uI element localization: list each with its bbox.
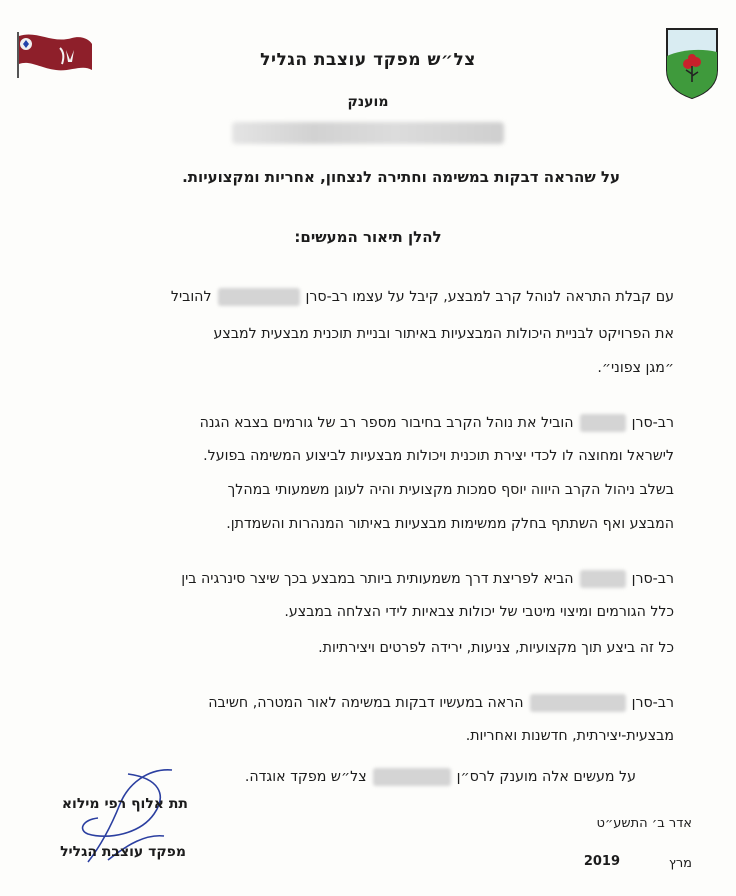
paragraph-4-line-1: רב-סרןהראה במעשיו דבקות במשימה לאור המטרה, חשיבה xyxy=(208,695,674,711)
signatory-position: מפקד עוצבת הגליל xyxy=(60,844,186,860)
paragraph-2-line-2: לישראל ומחוצה לו לכדי יצירת תוכנית ויכולות מבצעיות לביצוע המשימה בפועל. xyxy=(203,448,674,464)
description-heading: להלן תיאור המעשים: xyxy=(294,228,442,246)
certificate-title: צל״ש מפקד עוצבת הגליל xyxy=(260,50,476,70)
redacted-name xyxy=(580,570,626,588)
date-month: מרץ xyxy=(668,856,692,871)
closing-statement: על מעשים אלה מוענק לרס״ןצל״ש מפקד אוגדה. xyxy=(244,769,636,785)
redacted-name xyxy=(530,694,626,712)
paragraph-3-line-1: רב-סרןהביא לפריצת דרך משמעותית ביותר במבצע בכך שיצר סינרגיה בין xyxy=(181,571,674,587)
paragraph-4-line-2: מבצעית-יצירתית, חדשנות ואחריות. xyxy=(465,728,674,744)
redacted-name xyxy=(580,414,626,432)
redacted-recipient xyxy=(232,122,504,144)
hebrew-date: אדר ב׳ התשע״ט xyxy=(596,816,692,831)
paragraph-2-line-1: רב-סרןהוביל את נוהל הקרב בחיבור מספר רב של גורמים בצבא הגנה xyxy=(199,415,674,431)
redacted-name xyxy=(218,288,300,306)
paragraph-1-line-1: עם קבלת התראה לנוהל קרב למבצע, קיבל על עצמו רב-סרןלהוביל xyxy=(170,289,674,305)
awarded-label: מוענק xyxy=(347,94,389,110)
paragraph-2-line-3: בשלב ניהול הקרב היווה יוסף סמכות מקצועית והיה לעוגן משמעותי במהלך xyxy=(227,482,674,498)
signatory-name: תת אלוף רפי מילוא xyxy=(61,796,188,812)
paragraph-2-line-4: המבצע ואף השתתף בחלק ממשימות מבצעיות באיתור המנהרות והשמדתן. xyxy=(226,516,674,532)
redacted-name xyxy=(373,768,451,786)
paragraph-3-line-2: כלל הגורמים ומיצוי מיטבי של יכולות צבאיות לידי הצלחה במבצע. xyxy=(284,604,674,620)
paragraph-1-line-2: את הפרויקט לבניית היכולות המבצעיות באיתור ובניית תוכנית מבצעית למבצע xyxy=(213,326,674,342)
paragraph-3-line-3: כל זה ביצע תוך מקצועיות, צניעות, ירידה לפרטים ויצירתיות. xyxy=(318,640,674,656)
award-reason: על שהראה דבקות במשימה וחתירה לנצחון, אחריות ומקצועיות. xyxy=(182,168,620,186)
paragraph-1-line-3: ״מגן צפוני״. xyxy=(597,360,674,376)
date-year: 2019 xyxy=(583,854,620,869)
